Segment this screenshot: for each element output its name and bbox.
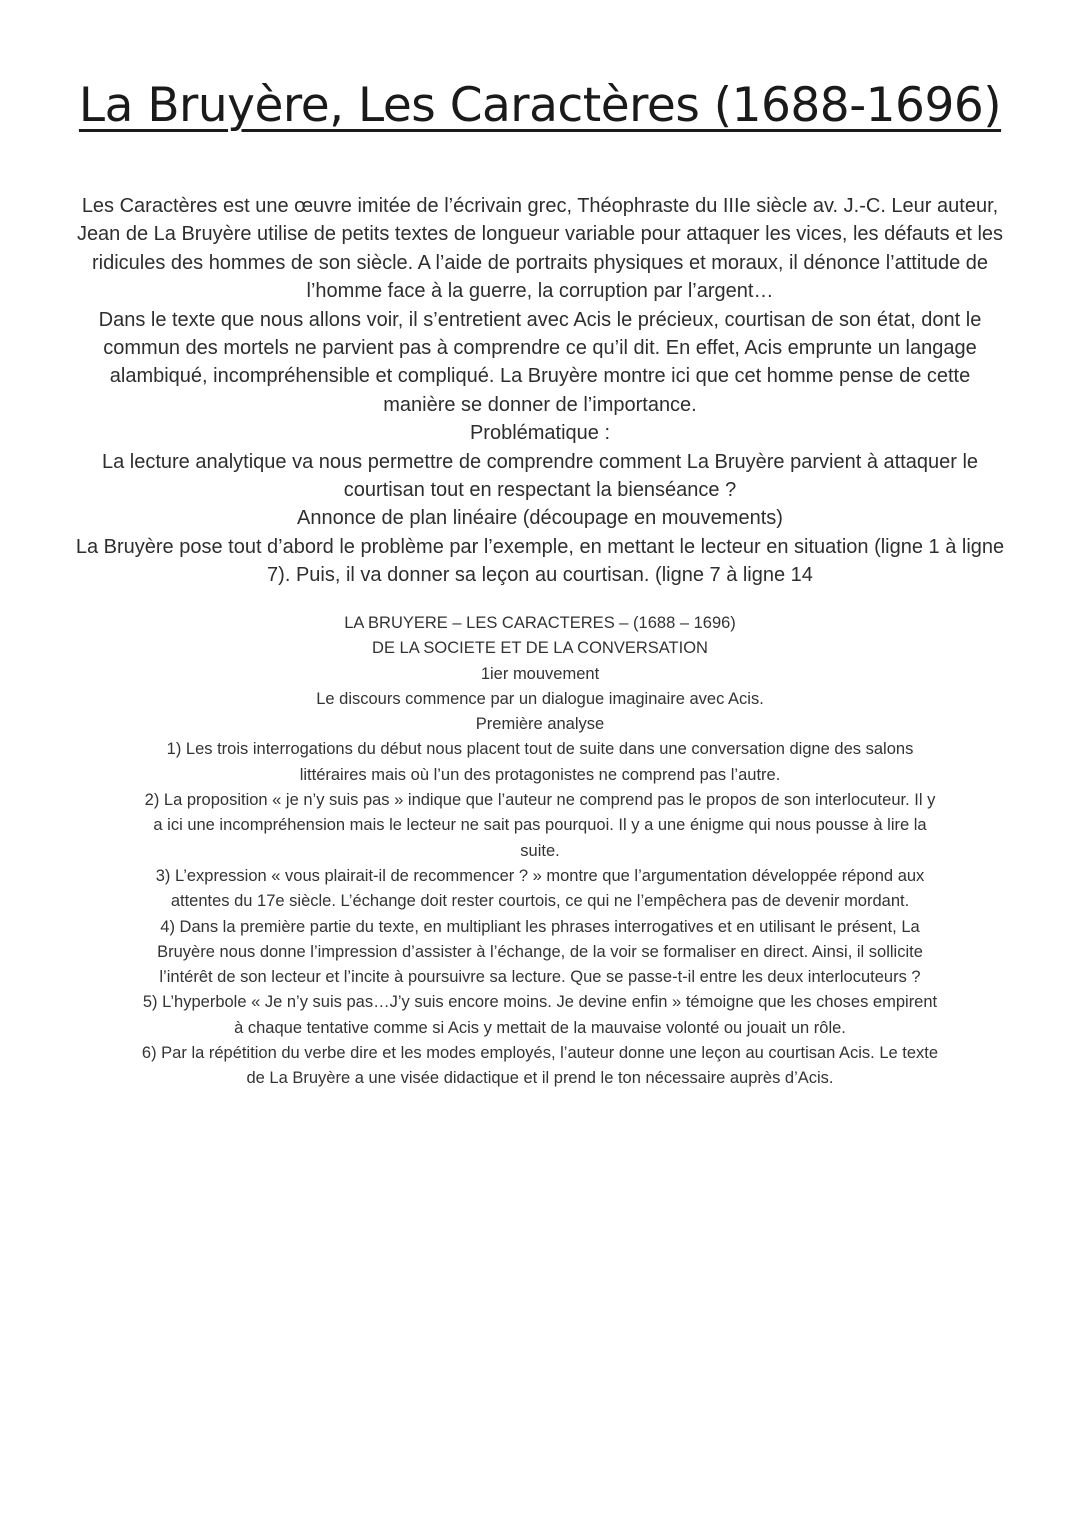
analysis-heading: LA BRUYERE – LES CARACTERES – (1688 – 1696) — [344, 614, 736, 632]
document-title: La Bruyère, Les Caractères (1688-1696) — [78, 78, 1002, 133]
analysis-point-1: 1) Les trois interrogations du début nous placent tout de suite dans une conversation digne des salons littéraires mais où l’un des protagonistes ne comprend pas l’autre. — [166, 740, 914, 784]
problematique-label: Problématique : — [469, 422, 611, 445]
analysis-label: Première analyse — [475, 715, 605, 734]
analysis-subheading: DE LA SOCIETE ET DE LA CONVERSATION — [372, 639, 708, 658]
problematique-text: La lecture analytique va nous permettre de comprendre comment La Bruyère parvient à attaquer le courtisan tout en respectant la bienséance ? — [101, 450, 979, 502]
analysis-point-6: 6) Par la répétition du verbe dire et les modes employés, l’auteur donne une leçon au courtisan Acis. Le texte de La Bruyère a une visée didactique et il prend le ton nécessaire auprès d’Acis. — [141, 1044, 939, 1088]
introduction-section — [74, 192, 1006, 590]
analysis-point-4: 4) Dans la première partie du texte, en multipliant les phrases interrogatives et en utilisant le présent, La Bruyère nous donne l’impression d’assister à l’échange, de la voir se formaliser en direct. Ainsi, il sollicite l’intérêt de son lecteur et l’incite à poursuivre sa lecture. Que se passe-t-il entre les deux interlocuteurs ? — [157, 917, 923, 987]
plan-label: Annonce de plan linéaire (découpage en mouvements) — [297, 507, 783, 530]
intro-paragraph-text-presentation: Dans le texte que nous allons voir, il s’entretient avec Acis le précieux, courtisan de son état, dont le commun des mortels ne parvient pas à comprendre ce qu’il dit. En effet, Acis emprunte un langage alambiqué, incompréhensible et compliqué. La Bruyère montre ici que cet homme pense de cette manière se donner de l’importance. — [98, 308, 982, 416]
plan-text: La Bruyère pose tout d’abord le problème par l’exemple, en mettant le lecteur en situation (ligne 1 à ligne 7). Puis, il va donner sa leçon au courtisan. (ligne 7 à ligne 14 — [75, 535, 1005, 587]
analysis-point-2: 2) La proposition « je n’y suis pas » indique que l’auteur ne comprend pas le propos de son interlocuteur. Il y a ici une incompréhension mais le lecteur ne sait pas pourquoi. Il y a une énigme qui nous pousse à lire la suite. — [144, 791, 936, 860]
analysis-point-5: 5) L’hyperbole « Je n’y suis pas…J’y suis encore moins. Je devine enfin » témoigne que les choses empirent à chaque tentative comme si Acis y mettait de la mauvaise volonté ou jouait un rôle. — [142, 993, 938, 1037]
movement-label: 1ier mouvement — [480, 664, 600, 683]
intro-paragraph-context: Les Caractères est une œuvre imitée de l’écrivain grec, Théophraste du IIIe siècle av. J.-C. Leur auteur, Jean de La Bruyère utilise de petits textes de longueur variable pour attaquer les vices, les défauts et les ridicules des hommes de son siècle. A l’aide de portraits physiques et moraux, il dénonce l’attitude de l’homme face à la guerre, la corruption par l’argent… — [76, 195, 1004, 303]
movement-summary: Le discours commence par un dialogue imaginaire avec Acis. — [316, 689, 764, 708]
analysis-section — [140, 611, 940, 1092]
analysis-point-3: 3) L’expression « vous plairait-il de recommencer ? » montre que l’argumentation développée répond aux attentes du 17e siècle. L’échange doit rester courtois, ce qui ne l’empêchera pas de devenir mordant. — [155, 866, 925, 911]
